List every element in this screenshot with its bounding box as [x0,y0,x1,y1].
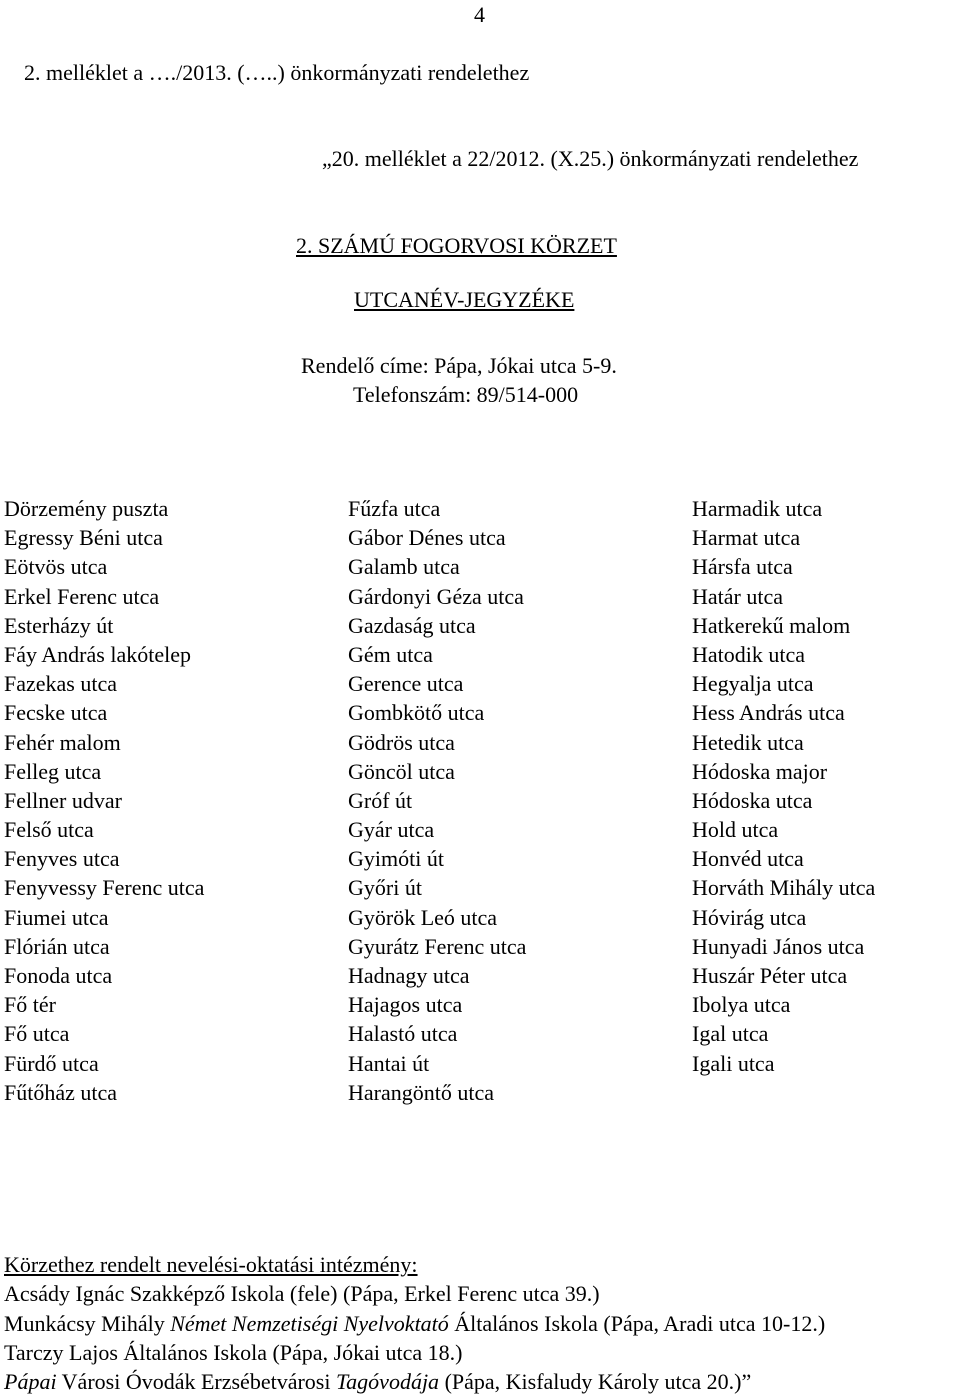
street-name: Fehér malom [4,729,121,755]
street-name: Halastó utca [348,1021,458,1047]
institution-line-1: Acsády Ignác Szakképző Iskola (fele) (Pápa, Erkel Ferenc utca 39.) [4,1281,600,1307]
street-name: Határ utca [692,583,783,609]
street-name: Györök Leó utca [348,904,498,930]
institution-line-2-italic: Német Nemzetiségi Nyelvoktató [170,1310,449,1336]
street-name: Honvéd utca [692,846,804,872]
street-name: Hatkerekű malom [692,612,851,638]
street-name: Gerence utca [348,671,464,697]
street-name: Galamb utca [348,554,460,580]
street-name: Harangöntő utca [348,1079,494,1105]
institution-line-2-part-1: Munkácsy Mihály [4,1310,171,1336]
phone-number: Telefonszám: 89/514-000 [353,382,579,407]
street-name: Hóvirág utca [692,904,807,930]
annex-line: 2. melléklet a …./2013. (…..) önkormányzati rendelethez [24,60,530,85]
street-name: Hódoska major [692,758,828,784]
street-name: Fenyves utca [4,846,120,872]
institution-line-4 [4,1369,956,1398]
street-name: Huszár Péter utca [692,963,848,988]
street-name: Fűzfa utca [348,496,441,521]
street-name: Dörzemény puszta [4,496,169,521]
street-column-2 [348,496,526,1109]
street-name: Eötvös utca [4,554,108,580]
street-name: Gazdaság utca [348,612,476,638]
street-name: Fecske utca [4,700,108,726]
street-name: Győri út [348,875,422,901]
street-name: Harmat utca [692,525,801,551]
street-name: Hársfa utca [692,554,793,580]
institution-line-4-italic-1: Pápai [4,1369,57,1395]
street-name: Fellner udvar [4,787,122,813]
street-name: Fiumei utca [4,904,109,930]
street-name: Fáy András lakótelep [4,641,191,667]
street-name: Esterházy út [4,612,114,638]
street-name: Fonoda utca [4,963,113,988]
annex-old-line: „20. melléklet a 22/2012. (X.25.) önkormányzati rendelethez [322,146,859,171]
title-line-1: 2. SZÁMÚ FOGORVOSI KÖRZET [296,233,617,258]
institution-line-4-italic-2: Tagóvodája [335,1369,440,1395]
street-name: Hunyadi János utca [692,933,865,959]
street-name: Gyurátz Ferenc utca [348,933,527,959]
street-name: Gyár utca [348,817,435,843]
street-name: Gödrös utca [348,729,455,755]
street-name: Horváth Mihály utca [692,875,876,901]
institution-line-2-part-3: Általános Iskola (Pápa, Aradi utca 10-12.) [448,1310,826,1336]
street-name: Fenyvessy Ferenc utca [4,875,205,901]
street-name: Hadnagy utca [348,963,470,988]
street-name: Gém utca [348,641,433,667]
office-address: Rendelő címe: Pápa, Jókai utca 5-9. [301,353,617,378]
street-name: Igal utca [692,1021,769,1047]
institutions-section [4,1252,956,1398]
street-name: Hódoska utca [692,787,813,813]
street-name: Hess András utca [692,700,845,726]
street-name: Egressy Béni utca [4,525,163,551]
street-column-1 [4,496,204,1109]
street-name: Fazekas utca [4,671,117,697]
street-name: Harmadik utca [692,496,823,521]
institution-line-4-part-4: (Pápa, Kisfaludy Károly utca 20.)” [439,1369,752,1395]
street-name: Erkel Ferenc utca [4,583,160,609]
street-name: Fürdő utca [4,1050,99,1076]
street-name: Gróf út [348,787,413,813]
street-name: Hantai út [348,1050,430,1076]
street-name: Fő utca [4,1021,70,1047]
street-name: Hetedik utca [692,729,804,755]
street-name: Fűtőház utca [4,1079,118,1105]
street-name: Flórián utca [4,933,110,959]
street-name: Hatodik utca [692,641,806,667]
street-name: Felső utca [4,817,94,843]
title-line-2: UTCANÉV-JEGYZÉKE [354,287,575,312]
street-name: Gábor Dénes utca [348,525,506,551]
street-name: Hold utca [692,817,779,843]
page-number: 4 [474,2,485,27]
street-name: Hajagos utca [348,992,463,1018]
street-column-3 [692,496,875,1080]
street-name: Fő tér [4,992,56,1018]
street-name: Gárdonyi Géza utca [348,583,524,609]
street-name: Felleg utca [4,758,102,784]
street-name: Ibolya utca [692,992,791,1018]
street-name: Igali utca [692,1050,775,1076]
street-name: Gombkötő utca [348,700,485,726]
street-name: Hegyalja utca [692,671,814,697]
institution-line-2 [4,1311,956,1340]
street-name: Göncöl utca [348,758,455,784]
institutions-heading: Körzethez rendelt nevelési-oktatási intézmény: [4,1252,418,1277]
institution-line-4-part-2: Városi Óvodák Erzsébetvárosi [56,1369,336,1395]
street-name: Gyimóti út [348,846,444,872]
institution-line-3: Tarczy Lajos Általános Iskola (Pápa, Jókai utca 18.) [4,1339,463,1365]
